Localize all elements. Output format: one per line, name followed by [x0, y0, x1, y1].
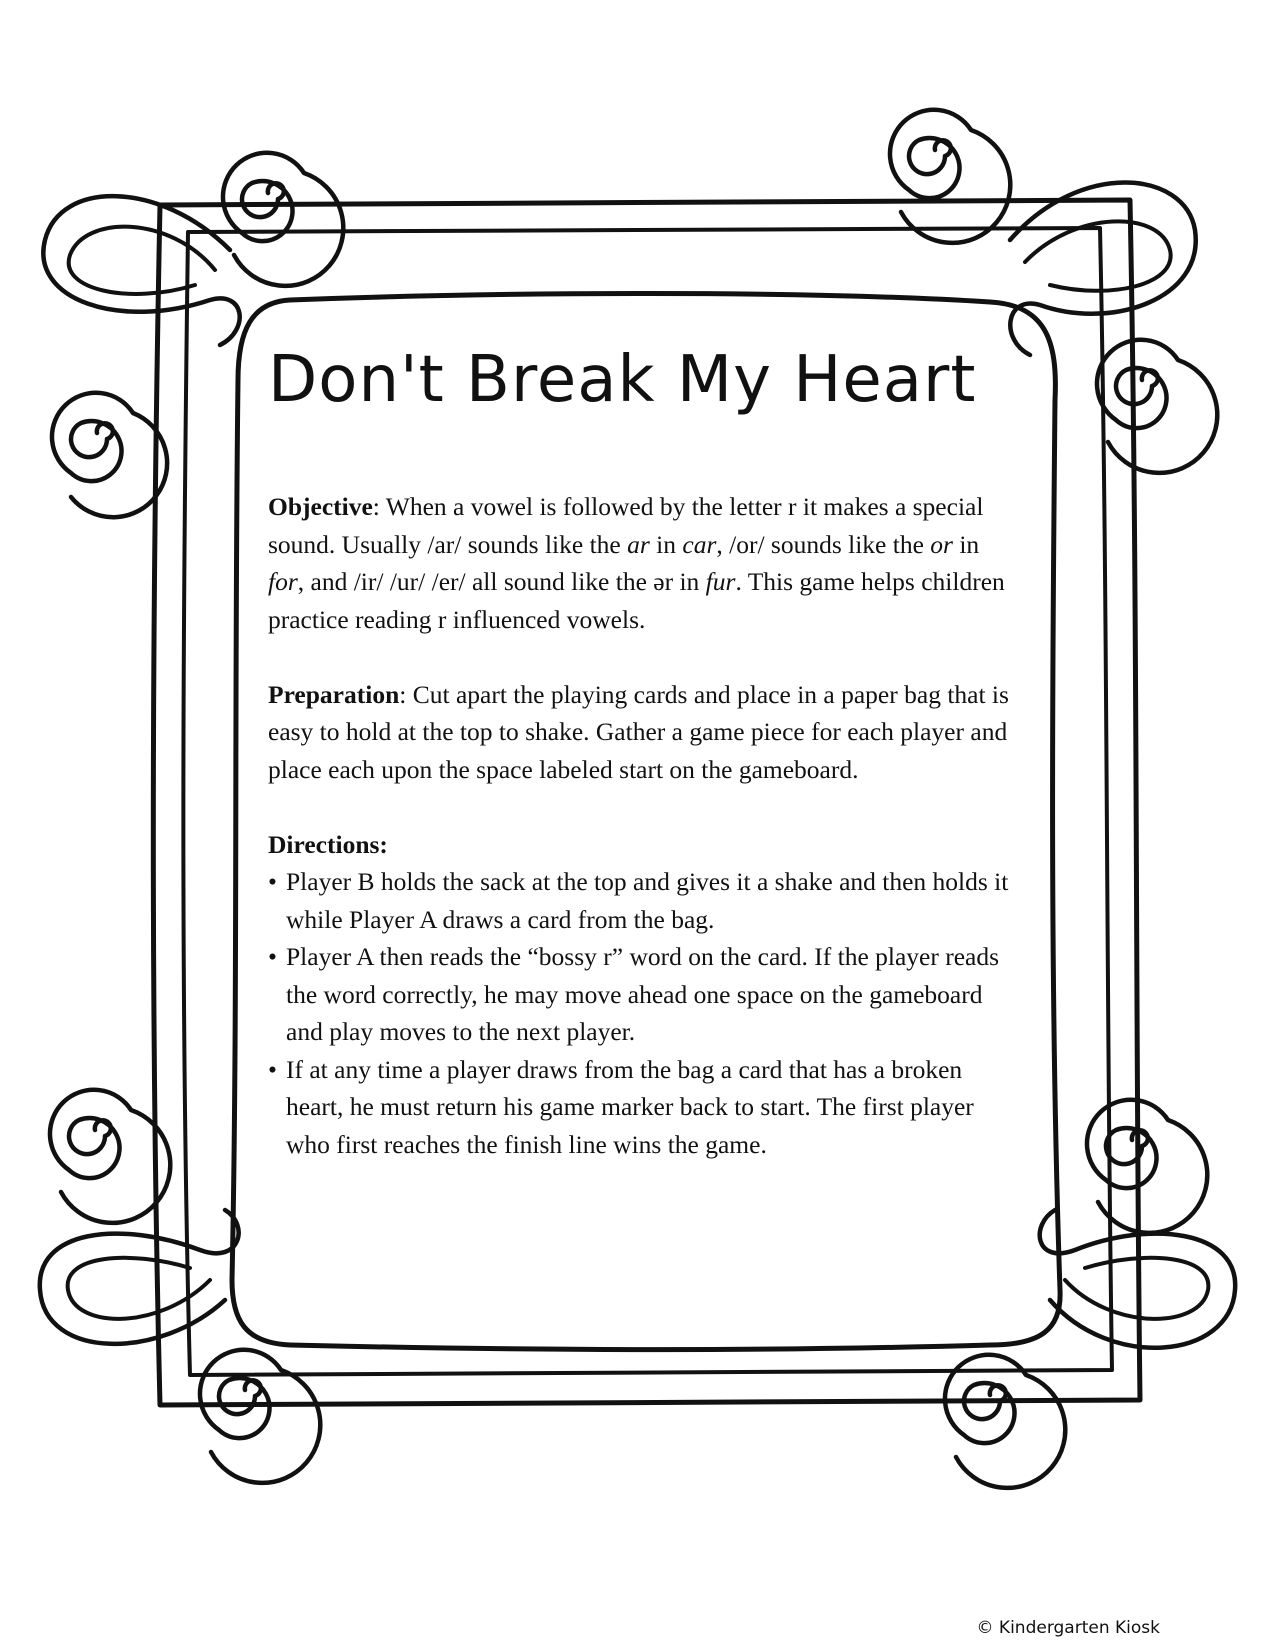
list-item: • If at any time a player draws from the bag a card that has a broken heart, he must return his game marker back to start. The first player who first reaches the finish line wins the game. [268, 1051, 1018, 1164]
example-car: car [682, 529, 717, 559]
example-fur: fur [705, 567, 736, 596]
preparation-label: Preparation [268, 679, 400, 709]
example-or: or [930, 529, 953, 559]
directions-label: Directions: [268, 829, 388, 859]
example-for: for [268, 567, 298, 596]
objective-section [268, 488, 1018, 638]
objective-label: Objective [268, 492, 373, 521]
preparation-paragraph: Preparation: Cut apart the playing cards and place in a paper bag that is easy to hold at the top to shake. Gather a game piece for each player and place each upon the space labeled start on the gameboard. [268, 679, 1009, 784]
page-title: Don't Break My Heart [268, 343, 977, 417]
instructions-body [268, 488, 1018, 1201]
preparation-section [268, 676, 1018, 789]
example-ar: ar [627, 529, 650, 559]
directions-list [268, 863, 1018, 1163]
objective-paragraph: Objective: When a vowel is followed by the letter r it makes a special sound. Usually /ar/ sounds like the ar in car, /or/ sounds like the or in for, and /ir/ /ur/ /er/ all sound like the ər in fur. This game helps children practice reading r influenced vowels. [268, 492, 1005, 634]
copyright-credit: © Kindergarten Kiosk [976, 1618, 1160, 1638]
directions-section [268, 826, 1018, 1164]
list-item: • Player A then reads the “bossy r” word on the card. If the player reads the word correctly, he may move ahead one space on the gameboard and play moves to the next player. [268, 938, 1018, 1051]
list-item: • Player B holds the sack at the top and gives it a shake and then holds it while Player A draws a card from the bag. [268, 863, 1018, 938]
